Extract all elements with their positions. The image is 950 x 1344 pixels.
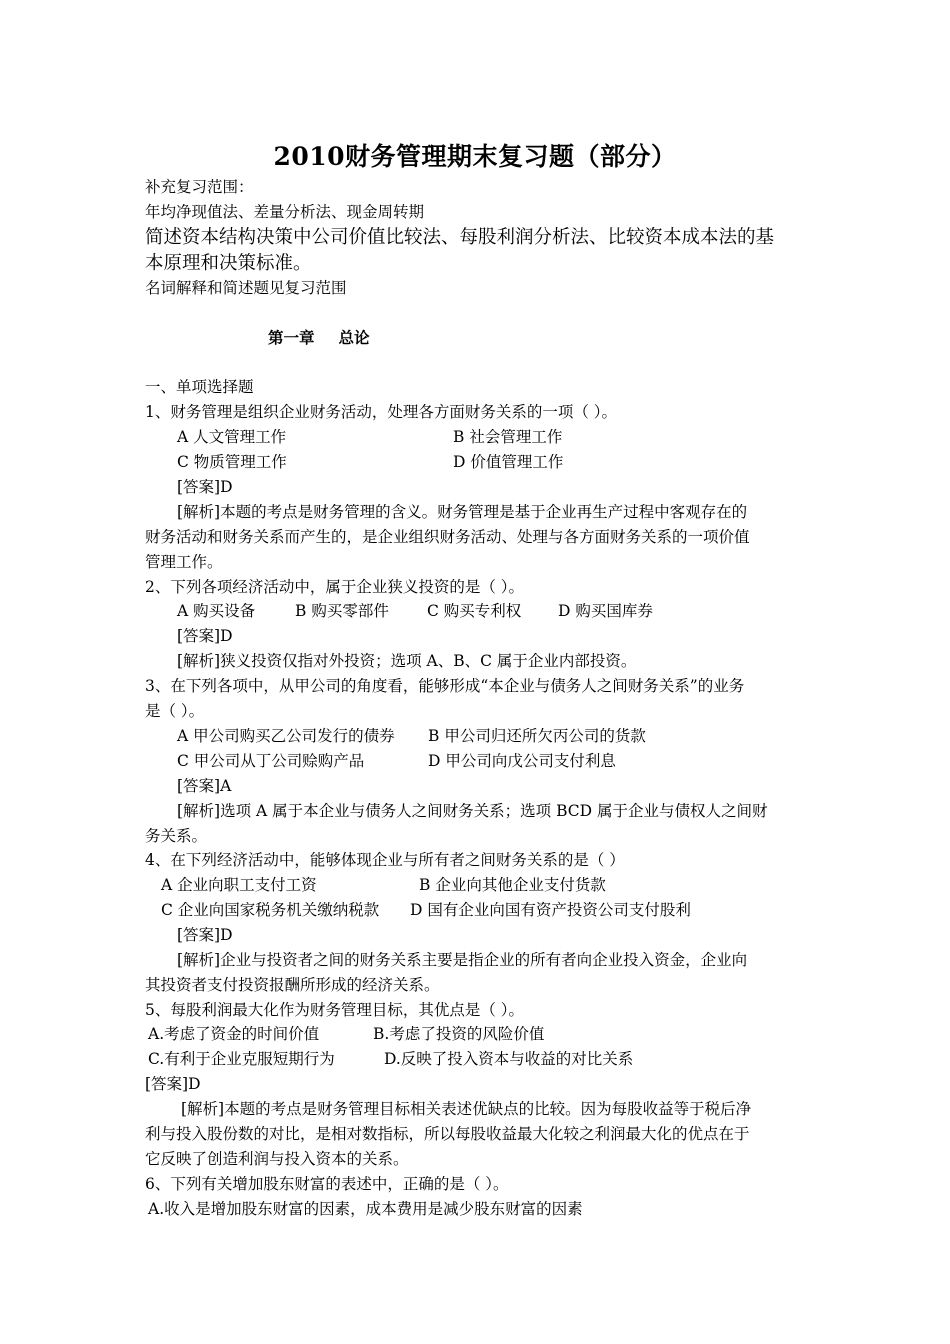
q3-option-b: B 甲公司归还所欠丙公司的货款 — [428, 727, 646, 745]
intro-note: 名词解释和简述题见复习范围 — [145, 279, 347, 297]
q4-option-b: B 企业向其他企业支付货款 — [419, 876, 606, 894]
q3-stem-2: 是（ ）。 — [145, 702, 205, 720]
q5-answer: [答案]D — [145, 1075, 201, 1093]
section-heading: 一、单项选择题 — [145, 378, 254, 396]
q1-option-a: A 人文管理工作 — [177, 428, 287, 446]
q5-option-b: B.考虑了投资的风险价值 — [373, 1025, 545, 1043]
q5-stem: 5、每股利润最大化作为财务管理目标，其优点是（ ）。 — [145, 1001, 525, 1019]
q3-explanation-1: [解析]选项 A 属于本企业与债务人之间财务关系；选项 BCD 属于企业与债权人之间财 — [177, 802, 768, 820]
intro-supplement-heading: 补充复习范围： — [145, 178, 254, 196]
q1-answer: [答案]D — [177, 478, 233, 496]
q6-stem: 6、下列有关增加股东财富的表述中，正确的是（ ）。 — [145, 1175, 509, 1193]
q2-option-b: B 购买零部件 — [295, 602, 389, 620]
q2-stem: 2、下列各项经济活动中，属于企业狭义投资的是（ ）。 — [145, 578, 525, 596]
q1-stem: 1、财务管理是组织企业财务活动，处理各方面财务关系的一项（ ）。 — [145, 403, 618, 421]
q2-answer: [答案]D — [177, 627, 233, 645]
q3-option-a: A 甲公司购买乙公司发行的债券 — [177, 727, 395, 745]
q1-option-b: B 社会管理工作 — [453, 428, 563, 446]
q5-option-a: A.考虑了资金的时间价值 — [148, 1025, 320, 1043]
q2-option-d: D 购买国库券 — [558, 602, 653, 620]
chapter-number: 第一章 — [268, 328, 315, 347]
q2-explanation-1: [解析]狭义投资仅指对外投资；选项 A、B、C 属于企业内部投资。 — [177, 652, 637, 670]
q4-option-a: A 企业向职工支付工资 — [161, 876, 317, 894]
chapter-name: 总论 — [338, 328, 370, 347]
q4-explanation-2: 其投资者支付投资报酬所形成的经济关系。 — [145, 976, 440, 994]
q3-option-c: C 甲公司从丁公司赊购产品 — [177, 752, 365, 770]
q4-option-c: C 企业向国家税务机关缴纳税款 — [161, 901, 380, 919]
q2-option-a: A 购买设备 — [177, 602, 256, 620]
q3-answer: [答案]A — [177, 777, 232, 795]
intro-essay-line-1: 简述资本结构决策中公司价值比较法、每股利润分析法、比较资本成本法的基 — [145, 227, 775, 248]
q5-explanation-1: [解析]本题的考点是财务管理目标相关表述优缺点的比较。因为每股收益等于税后净 — [181, 1100, 752, 1118]
document-title: 2010财务管理期末复习题（部分） — [273, 142, 677, 171]
q1-explanation-2: 财务活动和财务关系而产生的，是企业组织财务活动、处理与各方面财务关系的一项价值 — [145, 528, 750, 546]
q1-explanation-3: 管理工作。 — [145, 553, 223, 571]
q6-option-a: A.收入是增加股东财富的因素，成本费用是减少股东财富的因素 — [148, 1200, 583, 1218]
q5-option-c: C.有利于企业克服短期行为 — [148, 1050, 335, 1068]
chapter-heading — [268, 326, 370, 348]
q3-explanation-2: 务关系。 — [145, 827, 208, 845]
q3-stem-1: 3、在下列各项中，从甲公司的角度看，能够形成“本企业与债务人之间财务关系”的业务 — [145, 677, 745, 695]
q5-option-d: D.反映了投入资本与收益的对比关系 — [384, 1050, 634, 1068]
q5-explanation-3: 它反映了创造利润与投入资本的关系。 — [145, 1150, 409, 1168]
intro-essay-line-2: 本原理和决策标准。 — [145, 253, 312, 274]
intro-topics: 年均净现值法、差量分析法、现金周转期 — [145, 203, 425, 221]
q4-stem: 4、在下列经济活动中，能够体现企业与所有者之间财务关系的是（ ） — [145, 851, 625, 869]
q4-answer: [答案]D — [177, 926, 233, 944]
q4-option-d: D 国有企业向国有资产投资公司支付股利 — [410, 901, 691, 919]
q5-explanation-2: 利与投入股份数的对比，是相对数指标，所以每股收益最大化较之利润最大化的优点在于 — [145, 1125, 750, 1143]
q1-option-c: C 物质管理工作 — [177, 453, 287, 471]
q4-explanation-1: [解析]企业与投资者之间的财务关系主要是指企业的所有者向企业投入资金，企业向 — [177, 951, 748, 969]
q1-explanation-1: [解析]本题的考点是财务管理的含义。财务管理是基于企业再生产过程中客观存在的 — [177, 503, 748, 521]
q1-option-d: D 价值管理工作 — [453, 453, 564, 471]
q2-option-c: C 购买专利权 — [427, 602, 522, 620]
q3-option-d: D 甲公司向戊公司支付利息 — [428, 752, 616, 770]
